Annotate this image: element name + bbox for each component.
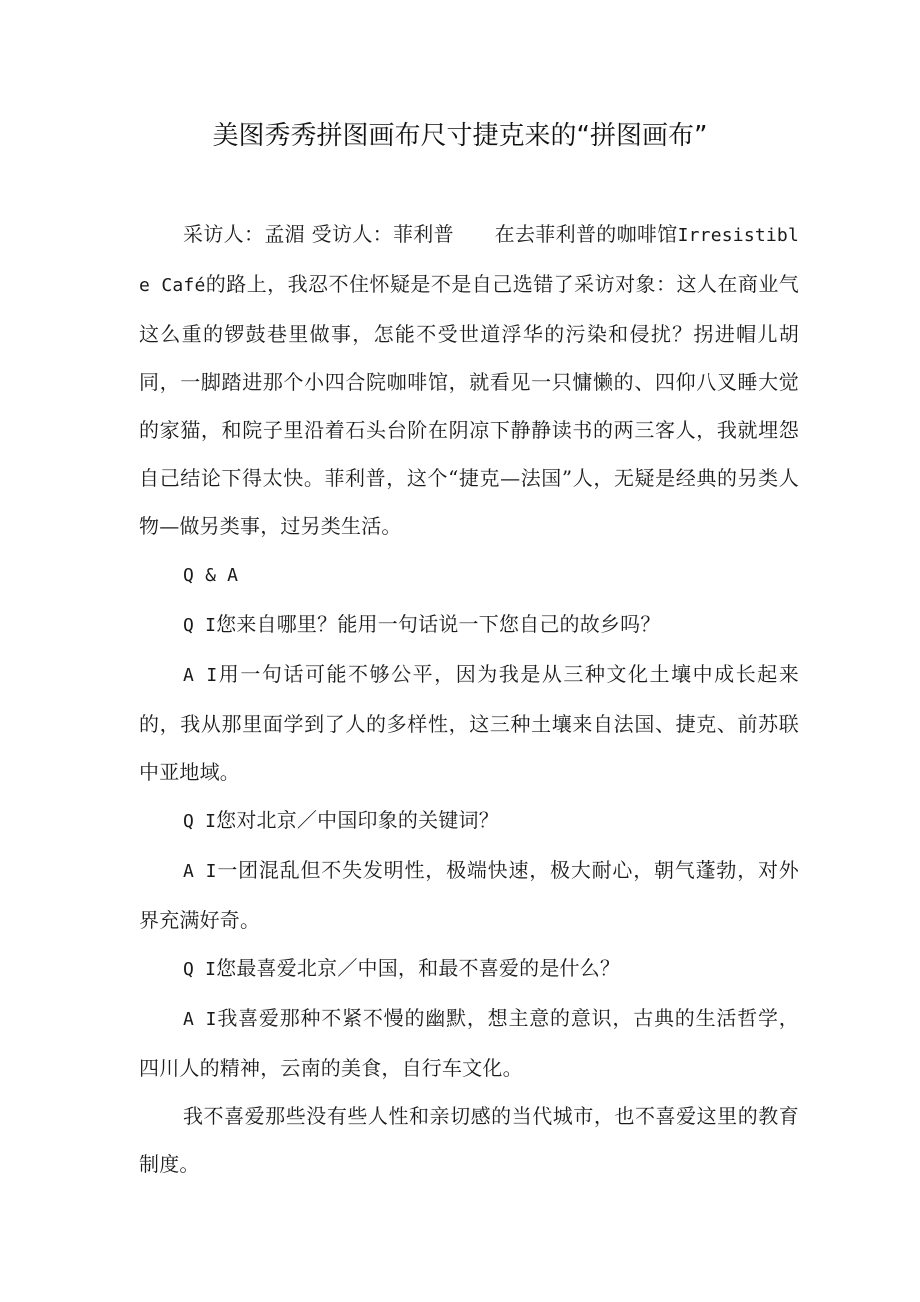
question-marker: Q I <box>183 811 217 832</box>
qa-header <box>139 550 799 600</box>
question-marker: Q I <box>183 959 217 980</box>
cafe-name: Irresistible Café <box>139 225 799 296</box>
closing-paragraph: 我不喜爱那些没有些人性和亲切感的当代城市，也不喜爱这里的教育制度。 <box>139 1104 799 1176</box>
question-text: 您对北京／中国印象的关键词？ <box>216 808 499 832</box>
answer-marker: A I <box>183 861 217 882</box>
document-title: 美图秀秀拼图画布尺寸捷克来的“拼图画布” <box>212 121 708 151</box>
qa-paragraph <box>139 994 799 1092</box>
interview-meta: 采访人：孟湄 受访人：菲利普 <box>183 222 495 246</box>
answer-marker: A I <box>183 665 218 686</box>
question-text: 您来自哪里？能用一句话说一下您自己的故乡吗？ <box>216 612 661 636</box>
answer-text: 我喜爱那种不紧不慢的幽默，想主意的意识，古典的生活哲学，四川人的精神，云南的美食，自行车文化。 <box>139 1006 799 1080</box>
question-marker: Q I <box>183 615 217 636</box>
qa-paragraph <box>139 650 799 796</box>
intro-paragraph <box>139 210 799 550</box>
document-body <box>139 210 799 1188</box>
answer-text: 一团混乱但不失发明性，极端快速，极大耐心，朝气蓬勃，对外界充满好奇。 <box>139 858 799 932</box>
intro-text-rest: 的路上，我忍不住怀疑是不是自己选错了采访对象：这人在商业气这么重的锣鼓巷里做事，怎能不受世道浮华的污染和侵扰？拐进帽儿胡同，一脚踏进那个小四合院咖啡馆，就看见一只慵懒的、四仰八叉睡大觉的家猫，和院子里沿着石头台阶在阴凉下静静读书的两三客人，我就埋怨自己结论下得太快。菲利普，这个“捷克—法国”人，无疑是经典的另类人物—做另类事，过另类生活。 <box>139 272 799 538</box>
qa-header-text: Q & A <box>183 565 239 586</box>
qa-paragraph <box>139 944 799 994</box>
question-text: 您最喜爱北京／中国，和最不喜爱的是什么？ <box>216 956 621 980</box>
intro-text-start: 在去菲利普的咖啡馆 <box>494 222 678 246</box>
qa-paragraph <box>139 600 799 650</box>
answer-text: 用一句话可能不够公平，因为我是从三种文化土壤中成长起来的，我从那里面学到了人的多样性，这三种土壤来自法国、捷克、前苏联中亚地域。 <box>139 662 799 784</box>
qa-paragraph <box>139 796 799 846</box>
qa-paragraph <box>139 846 799 944</box>
answer-marker: A I <box>183 1009 217 1030</box>
